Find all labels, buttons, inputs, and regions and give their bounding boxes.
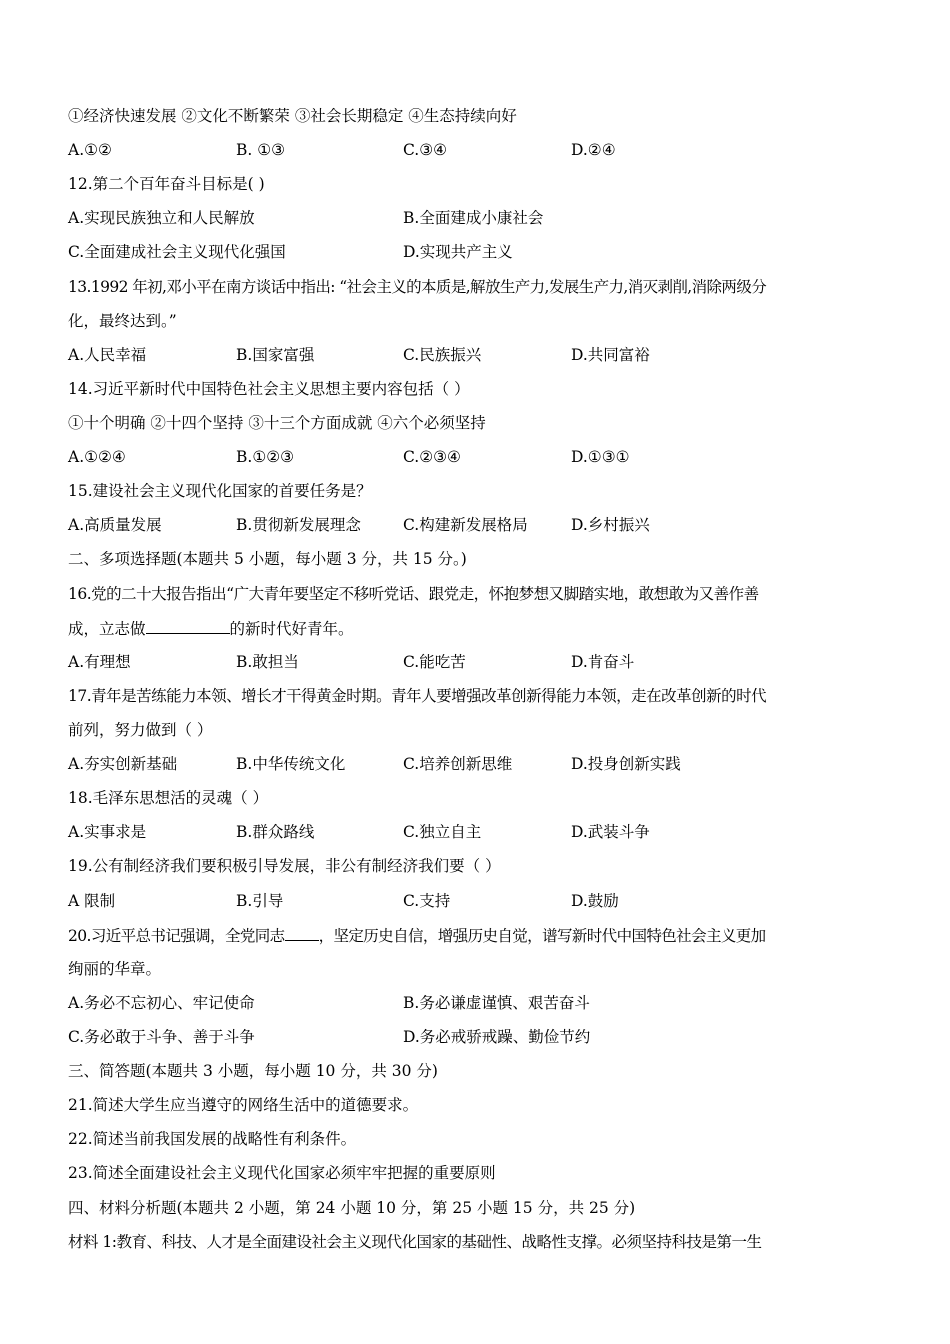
- q13-option-c: C.民族振兴: [403, 346, 482, 364]
- q19-option-b: B.引导: [236, 892, 284, 910]
- q14-option-a: A.①②④: [68, 448, 126, 466]
- q16-option-a: A.有理想: [68, 653, 131, 671]
- q16-stem-line1: 16.党的二十大报告指出“广大青年要坚定不移听党话、跟党走，怀抱梦想又脚踏实地，敢想敢为又善作善: [68, 585, 759, 603]
- q22-stem: 22.简述当前我国发展的战略性有利条件。: [68, 1130, 357, 1148]
- q13-stem-line2: 化，最终达到。”: [68, 312, 177, 330]
- section3-title: 三、简答题(本题共 3 小题，每小题 10 分，共 30 分): [68, 1062, 438, 1080]
- q11-items: ①经济快速发展 ②文化不断繁荣 ③社会长期稳定 ④生态持续向好: [68, 107, 517, 125]
- q14-stem: 14.习近平新时代中国特色社会主义思想主要内容包括（ ）: [68, 380, 470, 398]
- q20-stem-line1-pre: 20.习近平总书记强调，全党同志: [68, 927, 285, 945]
- section4-title: 四、材料分析题(本题共 2 小题，第 24 小题 10 分，第 25 小题 15 分，共 25 分): [68, 1199, 636, 1217]
- q16-option-d: D.肯奋斗: [571, 653, 635, 671]
- q19-option-c: C.支持: [403, 892, 451, 910]
- q12-option-a: A.实现民族独立和人民解放: [68, 209, 255, 227]
- q18-option-a: A.实事求是: [68, 823, 147, 841]
- q19-option-d: D.鼓励: [571, 892, 619, 910]
- q12-option-b: B.全面建成小康社会: [403, 209, 544, 227]
- q20-option-c: C.务必敢于斗争、善于斗争: [68, 1028, 255, 1046]
- q20-answer-blank: [285, 925, 319, 941]
- q19-stem: 19.公有制经济我们要积极引导发展，非公有制经济我们要（ ）: [68, 857, 501, 875]
- q16-option-c: C.能吃苦: [403, 653, 466, 671]
- q11-option-d: D.②④: [571, 141, 616, 159]
- q12-option-c: C.全面建成社会主义现代化强国: [68, 243, 286, 261]
- q23-stem: 23.简述全面建设社会主义现代化国家必须牢牢把握的重要原则: [68, 1164, 496, 1182]
- q13-option-b: B.国家富强: [236, 346, 315, 364]
- q20-option-d: D.务必戒骄戒躁、勤俭节约: [403, 1028, 591, 1046]
- q17-option-b: B.中华传统文化: [236, 755, 346, 773]
- q18-stem: 18.毛泽东思想活的灵魂（ ）: [68, 789, 269, 807]
- q18-option-d: D.武装斗争: [571, 823, 650, 841]
- q12-stem: 12.第二个百年奋斗目标是( ): [68, 175, 265, 193]
- q18-option-b: B.群众路线: [236, 823, 315, 841]
- q16-stem-line2-pre: 成，立志做: [68, 620, 146, 638]
- q17-option-d: D.投身创新实践: [571, 755, 681, 773]
- q20-stem-line2: 绚丽的华章。: [68, 960, 162, 978]
- q12-option-d: D.实现共产主义: [403, 243, 513, 261]
- q13-stem-line1: 13.1992 年初,邓小平在南方谈话中指出: “社会主义的本质是,解放生产力,发展生产力,消灭剥削,消除两级分: [68, 278, 767, 296]
- q15-option-a: A.高质量发展: [68, 516, 162, 534]
- q17-option-c: C.培养创新思维: [403, 755, 513, 773]
- q19-option-a: A 限制: [68, 892, 116, 910]
- q11-option-b: B. ①③: [236, 141, 286, 159]
- q16-stem-line2-post: 的新时代好青年。: [229, 620, 354, 638]
- q15-option-c: C.构建新发展格局: [403, 516, 528, 534]
- q21-stem: 21.简述大学生应当遵守的网络生活中的道德要求。: [68, 1096, 419, 1114]
- q20-option-b: B.务必谦虚谨慎、艰苦奋斗: [403, 994, 590, 1012]
- q20-option-a: A.务必不忘初心、牢记使命: [68, 994, 255, 1012]
- q15-stem: 15.建设社会主义现代化国家的首要任务是？: [68, 482, 372, 500]
- q14-option-d: D.①③①: [571, 448, 630, 466]
- q17-stem-line1: 17.青年是苦练能力本领、增长才干得黄金时期。青年人要增强改革创新得能力本领，走在改革创新的时代: [68, 687, 767, 705]
- q11-option-a: A.①②: [68, 141, 112, 159]
- q14-items: ①十个明确 ②十四个坚持 ③十三个方面成就 ④六个必须坚持: [68, 414, 486, 432]
- q16-stem-line2: [68, 618, 354, 639]
- q17-option-a: A.夯实创新基础: [68, 755, 178, 773]
- q20-stem-line1-post: ，坚定历史自信，增强历史自觉，谱写新时代中国特色社会主义更加: [318, 927, 766, 945]
- q16-option-b: B.敢担当: [236, 653, 299, 671]
- section2-title: 二、多项选择题(本题共 5 小题，每小题 3 分，共 15 分。): [68, 550, 467, 568]
- q13-option-a: A.人民幸福: [68, 346, 147, 364]
- q13-option-d: D.共同富裕: [571, 346, 650, 364]
- q16-answer-blank: [146, 618, 230, 634]
- q15-option-b: B.贯彻新发展理念: [236, 516, 361, 534]
- q20-stem-line1: [68, 925, 766, 946]
- q14-option-b: B.①②③: [236, 448, 295, 466]
- material1-text: 材料 1:教育、科技、人才是全面建设社会主义现代化国家的基础性、战略性支撑。必须坚持科技是第一生: [68, 1233, 762, 1251]
- q11-option-c: C.③④: [403, 141, 448, 159]
- q18-option-c: C.独立自主: [403, 823, 482, 841]
- q15-option-d: D.乡村振兴: [571, 516, 650, 534]
- q14-option-c: C.②③④: [403, 448, 461, 466]
- q17-stem-line2: 前列，努力做到（ ）: [68, 721, 213, 739]
